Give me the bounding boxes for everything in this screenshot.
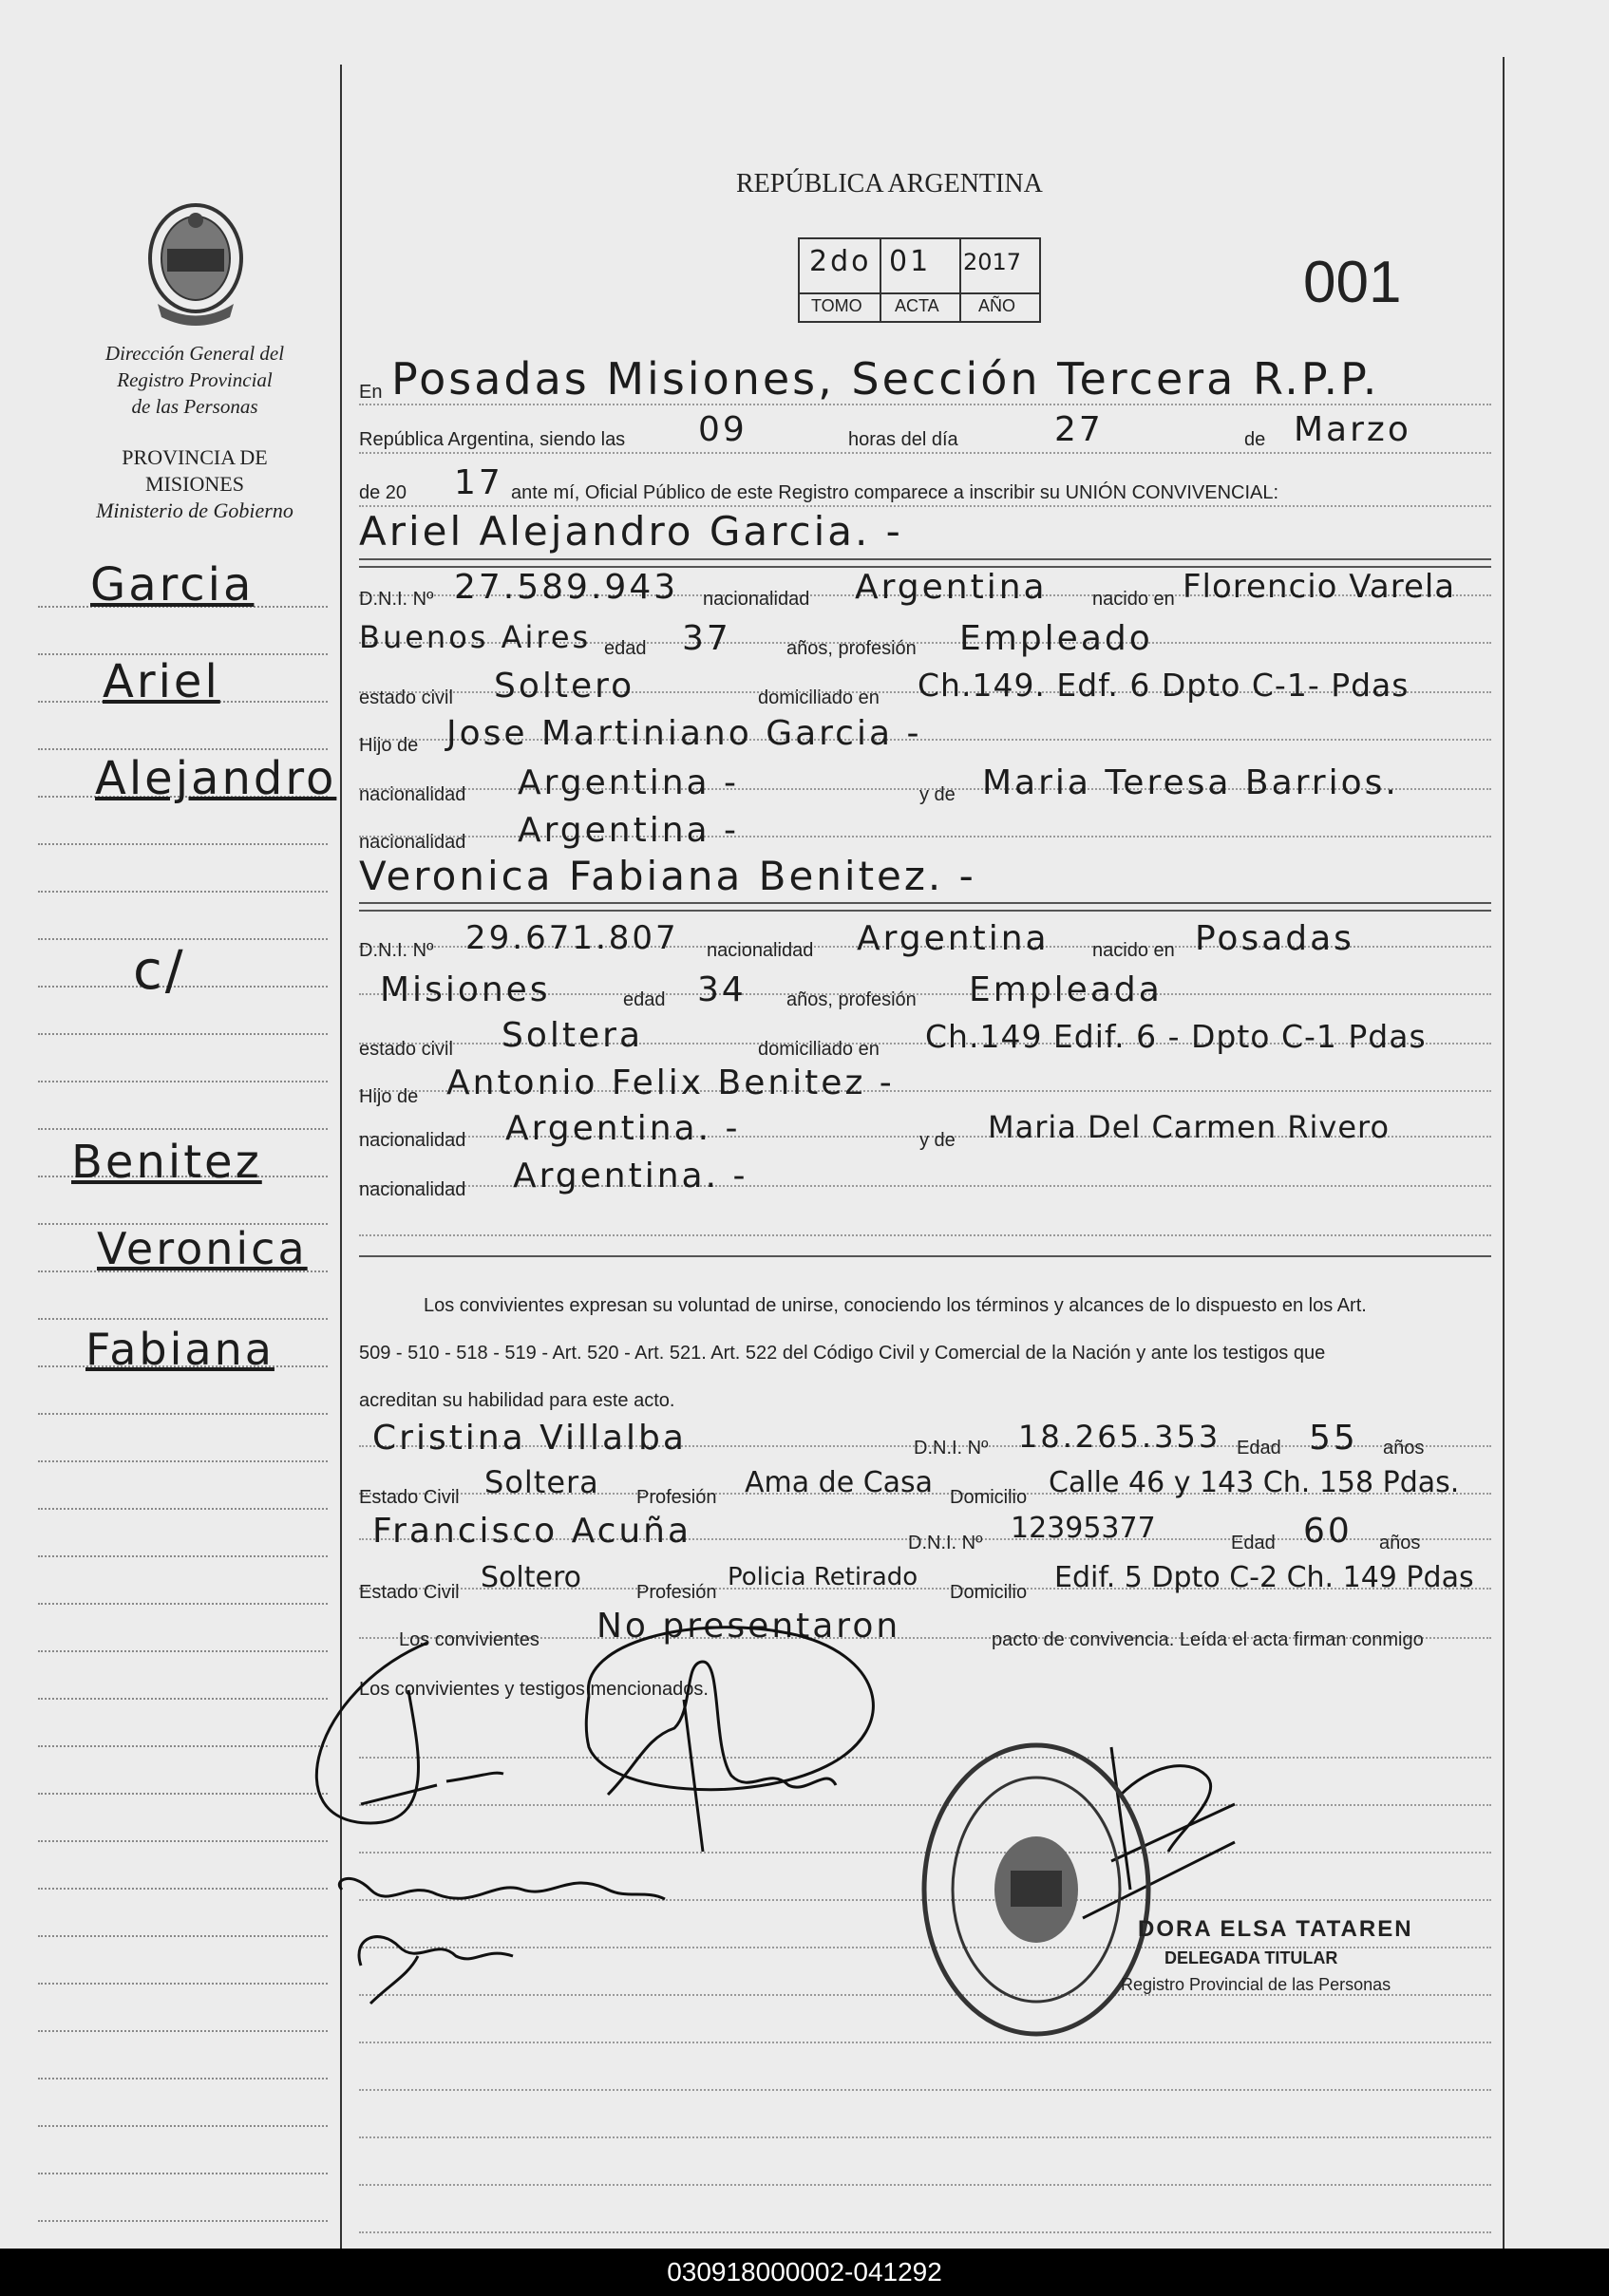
w1-civil-label: Estado Civil [359,1487,460,1508]
w2-dni-label: D.N.I. Nº [908,1533,983,1553]
margin-rule-line [38,2125,328,2127]
margin-surname-1: Garcia [90,558,255,612]
p2-birthplace-1: Posadas [1195,919,1354,958]
province-line-1: PROVINCIA DE [122,445,268,469]
w2-address-label: Domicilio [950,1582,1028,1603]
p1-birthplace-label: nacido en [1092,589,1175,610]
p2-civil-value: Soltera [502,1016,644,1055]
margin-rule-line [38,2030,328,2032]
p1-father-nat-label: nacionalidad [359,784,466,805]
p2-dni-value: 29.671.807 [465,919,679,957]
pact-value: No presentaron [596,1607,901,1646]
office-line-2: Registro Provincial [117,368,273,391]
signature-1-loop [316,1643,427,1823]
margin-firstname-2: Veronica [97,1223,308,1274]
ministry-name: Ministerio de Gobierno [96,499,293,522]
form-rule-line [359,2136,1491,2138]
p2-dni-label: D.N.I. Nº [359,940,434,961]
margin-rule-line [38,2173,328,2174]
tomo-value: 2do [809,245,872,278]
province-coat-of-arms-icon [139,199,253,337]
p2-age-label: edad [623,989,666,1010]
margin-middlename-1: Alejandro [95,752,337,805]
p1-nationality-value: Argentina [855,568,1048,607]
margin-rule-line [38,1983,328,1985]
republica-label: República Argentina, siendo las [359,429,626,450]
margin-rule-line [38,1935,328,1937]
p1-age-value: 37 [682,619,731,658]
p1-dni-label: D.N.I. Nº [359,589,434,610]
en-label: En [359,382,383,403]
p2-mother-value: Maria Del Carmen Rivero [988,1109,1391,1145]
p1-mother-label: y de [919,784,956,805]
margin-rule-line [38,1081,328,1082]
margin-connector: c/ [133,940,186,1002]
p1-address-label: domiciliado en [758,687,880,708]
p1-mother-value: Maria Teresa Barrios. [982,763,1399,802]
office-line-3: de las Personas [131,395,258,418]
w1-profession-value: Ama de Casa [745,1466,934,1499]
p1-mother-nat-label: nacionalidad [359,832,466,853]
p1-mother-nat-value: Argentina - [518,811,740,850]
signature-2-ellipse [586,1628,873,1790]
statement-line-3: acreditan su habilidad para este acto. [359,1390,675,1411]
form-rule-line [359,2089,1491,2091]
month-value: Marzo [1294,410,1411,449]
year-label: de 20 [359,482,407,503]
day-value: 27 [1054,410,1104,449]
margin-rule-line [38,1508,328,1510]
w1-profession-label: Profesión [636,1487,717,1508]
person2-separator [359,910,1491,912]
signature-4 [359,1937,513,2004]
margin-rule-line [38,1603,328,1605]
margin-rule-line [38,843,328,845]
p1-father-nat-value: Argentina - [518,763,740,802]
w2-anos-label: años [1379,1533,1421,1553]
margin-middlename-2: Fabiana [85,1324,274,1375]
acta-value: 01 [889,245,932,278]
p1-address-value: Ch.149. Edf. 6 Dpto C-1- Pdas [918,667,1410,704]
w1-age-value: 55 [1309,1419,1358,1458]
statement-separator [359,1255,1491,1257]
horas-label: horas del día [848,429,958,450]
place-value: Posadas Misiones, Sección Tercera R.P.P. [391,353,1380,405]
de-label: de [1244,429,1266,450]
p2-birthplace-2: Misiones [380,970,551,1009]
w1-age-label: Edad [1237,1438,1281,1459]
margin-rule-line [38,1745,328,1747]
p2-nationality-value: Argentina [857,919,1050,958]
form-rule-line [359,452,1491,454]
registry-box [798,237,1041,323]
w2-civil-value: Soltero [481,1561,581,1594]
w1-dni-label: D.N.I. Nº [914,1438,989,1459]
p2-profession-value: Empleada [969,970,1163,1009]
margin-rule-line [38,1318,328,1320]
p1-father-value: Jose Martiniano Garcia - [446,714,922,753]
margin-rule-line [38,1888,328,1890]
p2-profession-label: años, profesión [786,989,917,1010]
p2-nationality-label: nacionalidad [707,940,814,961]
pact-label-pre: Los convivientes [399,1629,539,1650]
w1-address-label: Domicilio [950,1487,1028,1508]
acta-label: ACTA [895,296,939,315]
p2-address-value: Ch.149 Edif. 6 - Dpto C-1 Pdas [925,1018,1427,1055]
form-rule-line [359,1234,1491,1236]
w1-address-value: Calle 46 y 143 Ch. 158 Pdas. [1049,1466,1460,1499]
statement-line-1: Los convivientes expresan su voluntad de unirse, conociendo los términos y alcances de lo dispuesto en los Art. [424,1295,1367,1316]
p1-dni-value: 27.589.943 [454,568,679,607]
p2-father-value: Antonio Felix Benitez - [446,1063,895,1102]
w2-dni-value: 12395377 [1011,1512,1156,1545]
person1-name: Ariel Alejandro Garcia. - [359,508,903,555]
margin-rule-line [38,1698,328,1700]
margin-rule-line [38,891,328,893]
person1-name-rule [359,558,1491,560]
stamp-office: Registro Provincial de las Personas [1121,1975,1391,1994]
margin-rule-line [38,1555,328,1557]
country-title: REPÚBLICA ARGENTINA [736,169,1043,198]
p2-father-nat-label: nacionalidad [359,1130,466,1151]
statement-line-2: 509 - 510 - 518 - 519 - Art. 520 - Art. 521. Art. 522 del Código Civil y Comercial de la Nación y ante los testigos que [359,1343,1326,1364]
office-name [57,340,332,420]
margin-rule-line [38,1128,328,1130]
signature-2-scrawl [608,1662,836,1795]
margin-rule-line [38,1650,328,1652]
form-rule-line [359,505,1491,507]
person2-name-rule [359,902,1491,904]
margin-rule-line [38,1033,328,1035]
margin-rule-line [38,748,328,750]
p2-age-value: 34 [697,970,747,1009]
p2-mother-nat-value: Argentina. - [513,1157,748,1195]
form-rule-line [359,2231,1491,2233]
signature-1-tail [361,1773,503,1804]
p1-birthplace-2: Buenos Aires [359,619,592,655]
right-border [1503,57,1505,2249]
p2-mother-label: y de [919,1130,956,1151]
signature-2-stem [684,1700,703,1852]
ante-label: ante mí, Oficial Público de este Registro comparece a inscribir su UNIÓN CONVIVENCIAL: [511,482,1279,503]
w2-age-label: Edad [1231,1533,1276,1553]
w1-name: Cristina Villalba [372,1419,687,1458]
hour-value: 09 [698,410,748,449]
ano-label: AÑO [978,296,1016,315]
w2-address-value: Edif. 5 Dpto C-2 Ch. 149 Pdas [1054,1561,1474,1594]
p1-father-label: Hijo de [359,735,419,756]
margin-rule-line [38,1840,328,1842]
ano-value: 2017 [963,249,1022,275]
p2-civil-label: estado civil [359,1039,453,1060]
margin-rule-line [38,1460,328,1462]
w2-age-value: 60 [1303,1512,1353,1551]
w2-name: Francisco Acuña [372,1512,692,1551]
w1-anos-label: años [1383,1438,1425,1459]
p2-address-label: domiciliado en [758,1039,880,1060]
margin-rule-line [38,2078,328,2080]
pact-label-post: pacto de convivencia. Leída el acta firman conmigo [992,1629,1424,1650]
p1-birthplace-1: Florencio Varela [1183,568,1456,606]
closing-line: Los convivientes y testigos mencionados. [359,1679,709,1700]
p2-father-nat-value: Argentina. - [505,1109,741,1148]
p1-civil-value: Soltero [494,667,635,706]
margin-rule-line [38,1793,328,1795]
w1-civil-value: Soltera [484,1464,599,1500]
margin-firstname-1: Ariel [103,655,220,708]
w2-civil-label: Estado Civil [359,1582,460,1603]
p1-civil-label: estado civil [359,687,453,708]
margin-surname-2: Benitez [71,1136,262,1189]
official-seal-stamp [918,1738,1155,2046]
stamp-name: DORA ELSA TATAREN [1138,1916,1413,1942]
p2-father-label: Hijo de [359,1086,419,1107]
year-value: 17 [454,463,503,502]
w2-profession-value: Policia Retirado [728,1563,918,1591]
person2-name: Veronica Fabiana Benitez. - [359,853,976,899]
p1-profession-value: Empleado [959,619,1153,658]
p1-nationality-label: nacionalidad [703,589,810,610]
p2-birthplace-label: nacido en [1092,940,1175,961]
margin-rule-line [38,2220,328,2222]
p2-mother-nat-label: nacionalidad [359,1179,466,1200]
province-name [57,444,332,524]
tomo-label: TOMO [811,296,862,315]
margin-rule-line [38,1413,328,1415]
record-number: 001 [1303,250,1402,315]
office-line-1: Dirección General del [104,342,285,365]
province-line-2: MISIONES [145,472,244,496]
stamp-role: DELEGADA TITULAR [1164,1948,1338,1967]
signature-3 [339,1878,665,1899]
document-code-footer: 030918000002-041292 [0,2249,1609,2296]
w1-dni-value: 18.265.353 [1018,1419,1221,1455]
form-rule-line [359,2184,1491,2186]
w2-profession-label: Profesión [636,1582,717,1603]
p1-age-label: edad [604,638,647,659]
p1-profession-label: años, profesión [786,638,917,659]
